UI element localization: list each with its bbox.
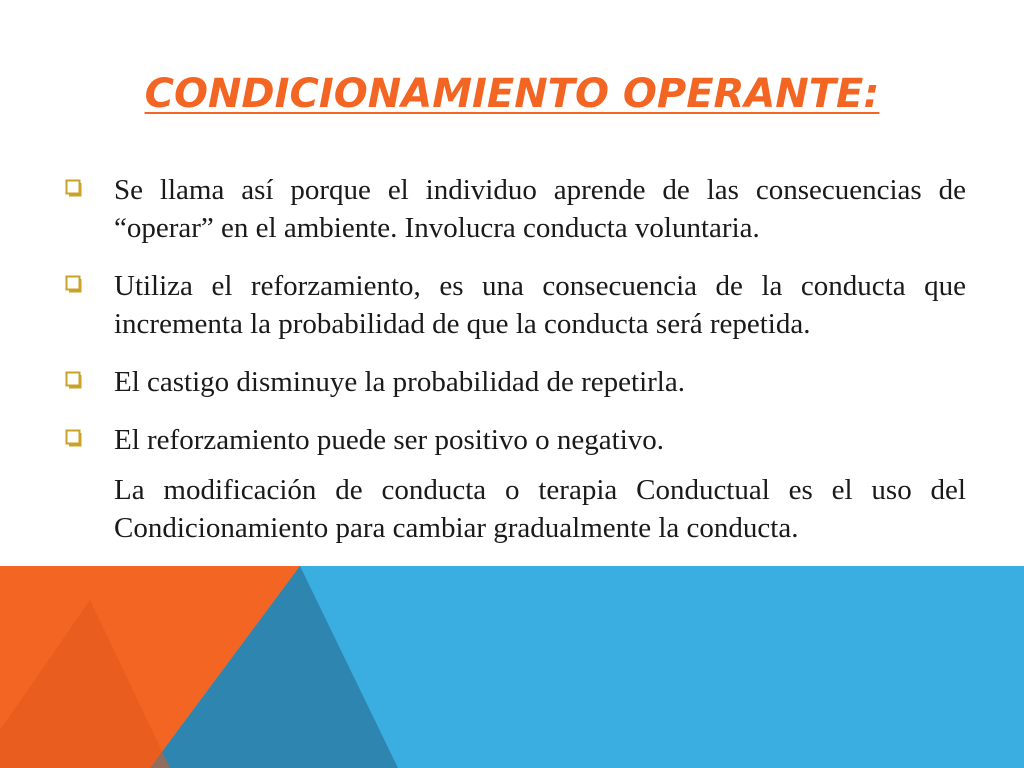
hollow-square-bullet-icon <box>65 275 83 293</box>
bullet-text: El castigo disminuye la probabilidad de repetirla. <box>114 366 685 398</box>
bullet-item <box>62 421 966 459</box>
slide-body <box>62 171 966 547</box>
bullet-text: Se llama así porque el individuo aprende de las consecuencias de “operar” en el ambiente. Involucra conducta voluntaria. <box>114 174 966 244</box>
hollow-square-bullet-icon <box>65 371 83 389</box>
bullet-text: Utiliza el reforzamiento, es una consecuencia de la conducta que incrementa la probabilidad de que la conducta será repetida. <box>114 270 966 340</box>
hollow-square-bullet-icon <box>65 179 83 197</box>
slide-title: CONDICIONAMIENTO OPERANTE: <box>144 71 880 117</box>
note-paragraph: La modificación de conducta o terapia Conductual es el uso del Condicionamiento para cambiar gradualmente la conducta. <box>114 474 966 544</box>
bullet-item <box>62 267 966 343</box>
bullet-item <box>62 363 966 401</box>
bullet-text: El reforzamiento puede ser positivo o negativo. <box>114 424 665 456</box>
bullet-item <box>62 171 966 247</box>
hollow-square-bullet-icon <box>65 429 83 447</box>
